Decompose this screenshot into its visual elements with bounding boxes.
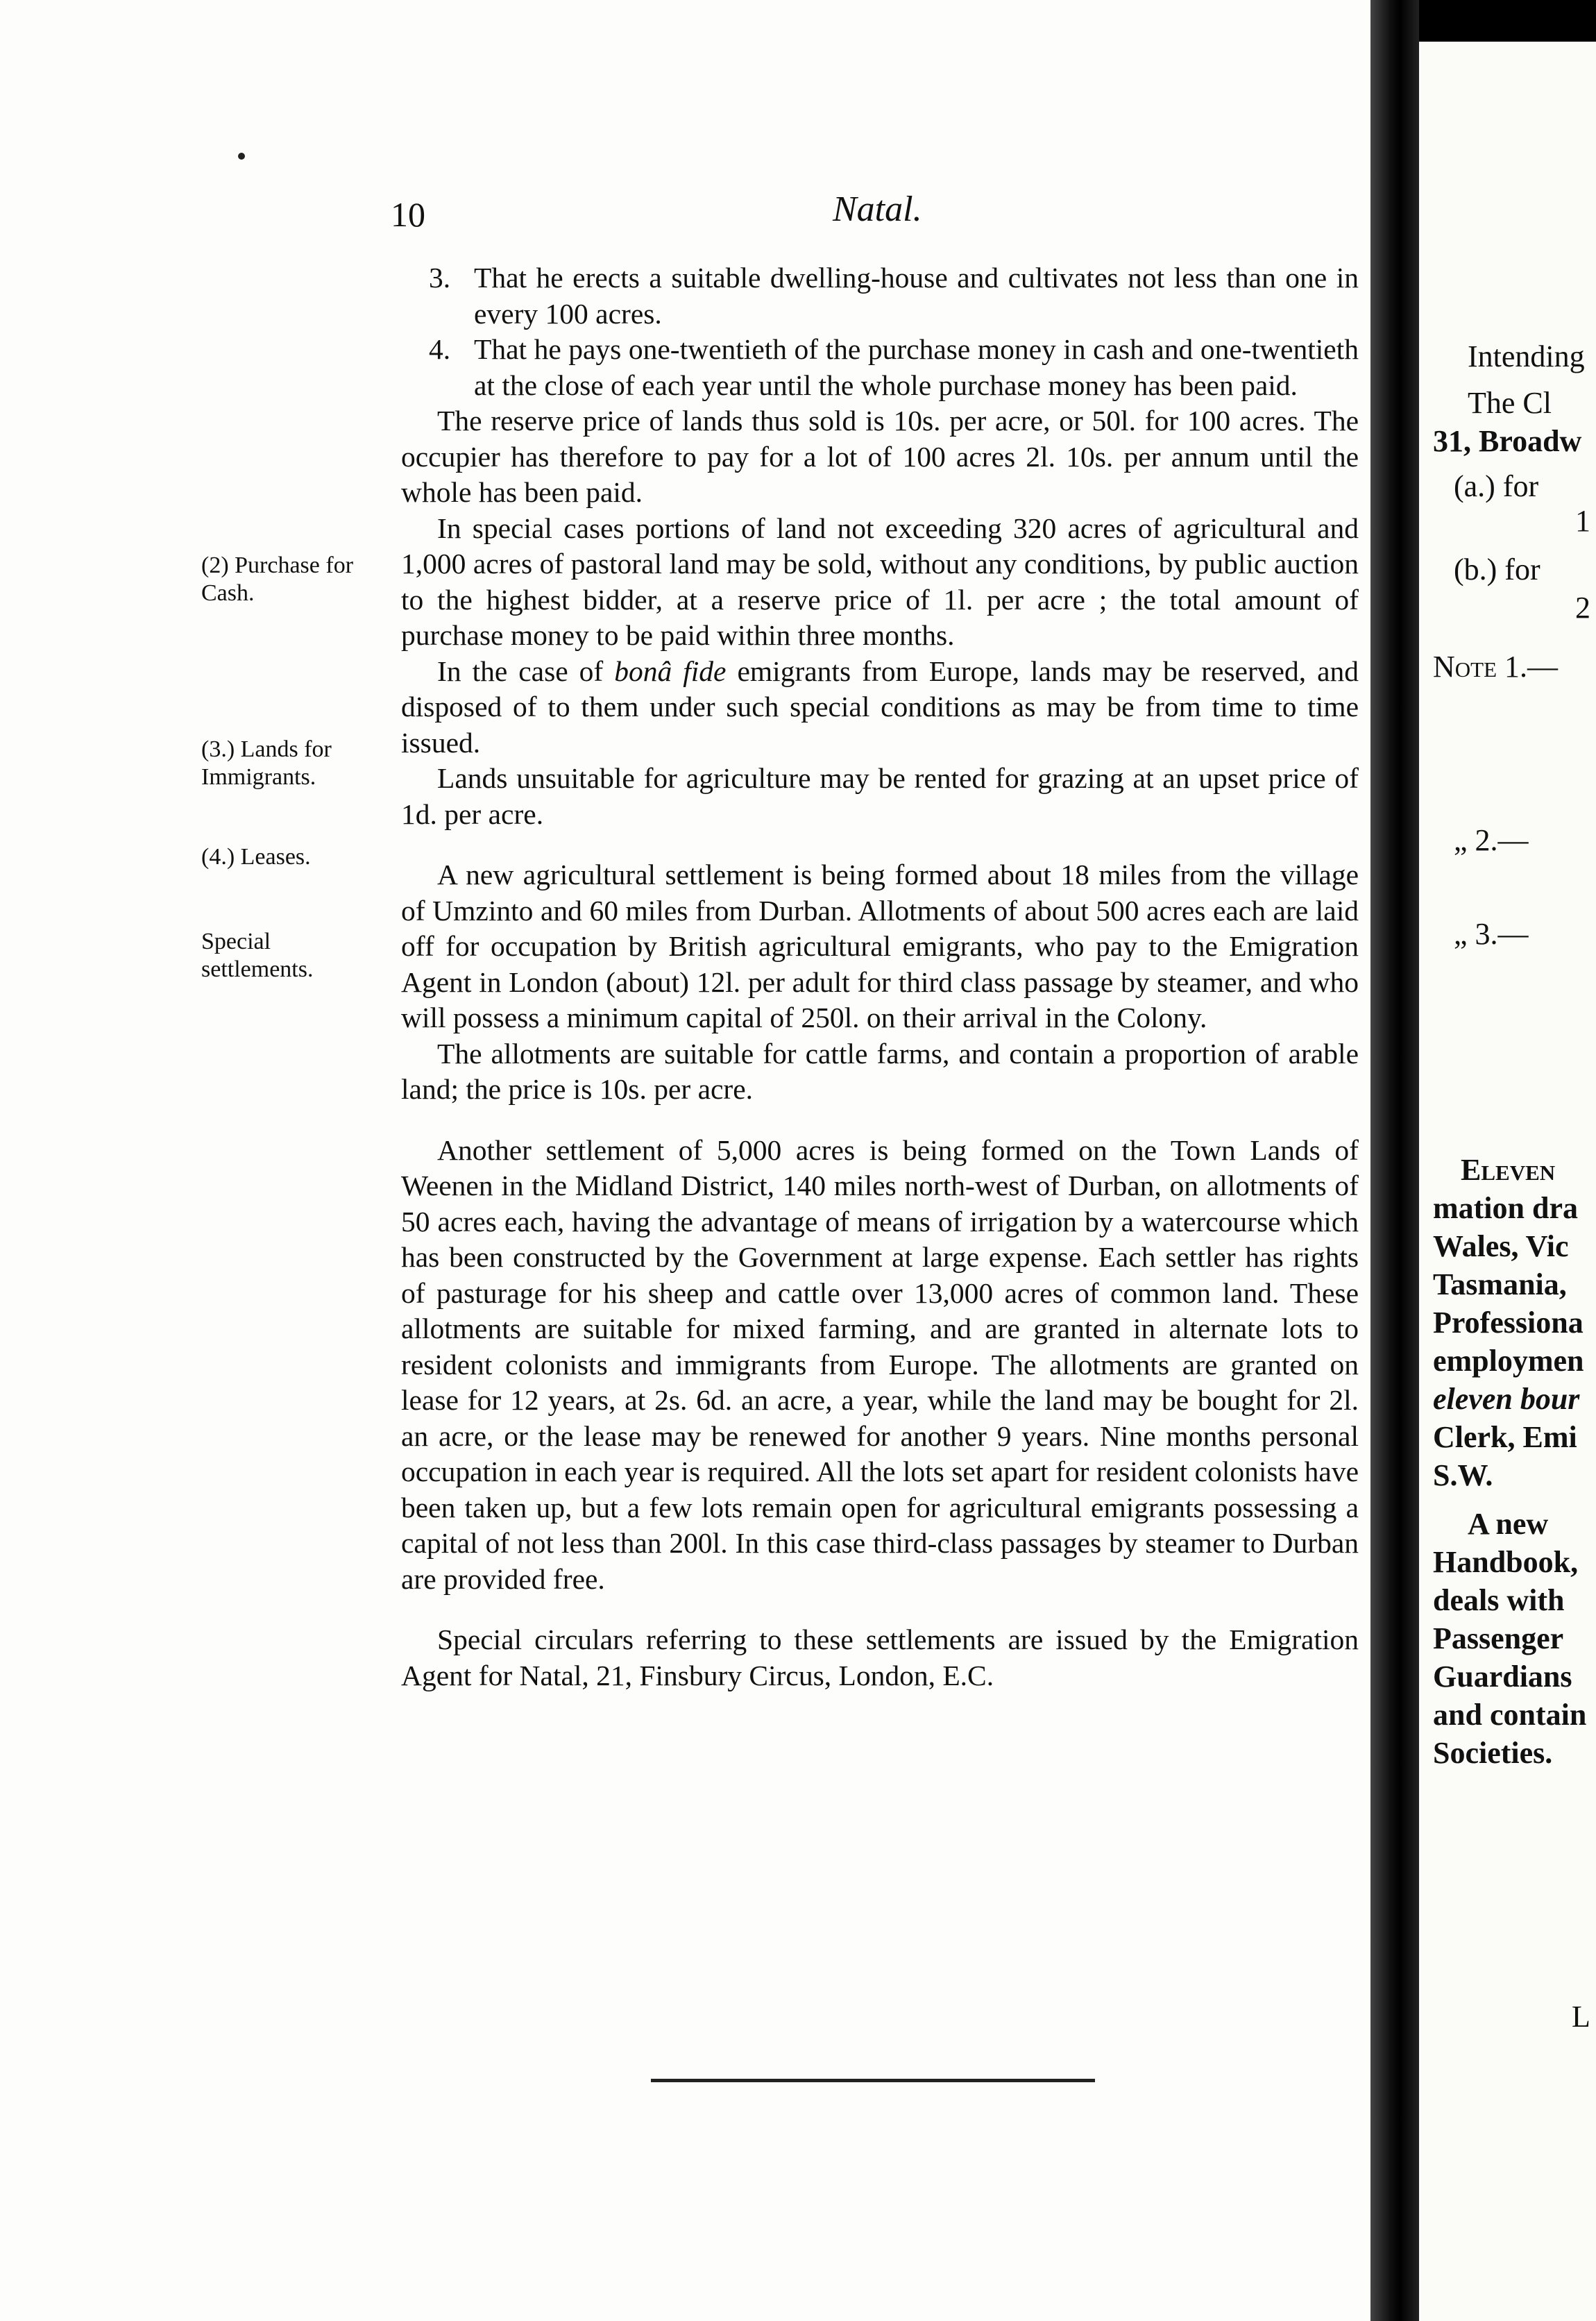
right-line: deals with <box>1433 1583 1565 1617</box>
right-line: Clerk, Emi <box>1433 1420 1577 1454</box>
right-line: (a.) for <box>1454 469 1539 503</box>
right-line: Handbook, <box>1433 1545 1579 1579</box>
paragraph-purchase-cash: In special cases portions of land not exceeding 320 acres of agricultural and 1,000 acres of pastoral land may be sold, without any conditions, by public auction to the highest bidder, at a reserve price of 1l. per acre ; the total amount of purchase money to be paid within three months. <box>401 512 1359 651</box>
right-page <box>1419 42 1596 2321</box>
right-line: Tasmania, <box>1433 1267 1567 1301</box>
running-head: Natal. <box>833 189 922 229</box>
right-line: Wales, Vic <box>1433 1229 1569 1263</box>
paragraph-allotments: The allotments are suitable for cattle farms, and contain a proportion of arable land; the price is 10s. per acre. <box>401 1037 1359 1105</box>
right-line: Professiona <box>1433 1306 1584 1340</box>
right-line: and contain <box>1433 1698 1587 1732</box>
right-line: (b.) for <box>1454 552 1540 586</box>
right-line: Note 1.— <box>1433 650 1559 684</box>
right-line: eleven bour <box>1433 1382 1580 1416</box>
paragraph-circulars: Special circulars referring to these settlements are issued by the Emigration Agent for Natal, 21, Finsbury Circus, London, E.C. <box>401 1623 1359 1691</box>
paragraph-weenen: Another settlement of 5,000 acres is being formed on the Town Lands of Weenen in the Midland District, 140 miles north-west of Durban, on allotments of 50 acres each, having the advantage of means of irrigation by a watercourse which has been constructed by the Government at large expense. Each settler has rights of pasturage for his sheep and cattle over 13,000 acres of common land. These allotments are suitable for mixed farming, and are granted in alternate lots to resident colonists and immigrants from Europe. The allotments are granted on lease for 12 years, at 2s. 6d. an acre, a year, while the land may be bought for 2l. an acre, or the lease may be renewed for another 9 years. Nine months personal occupation in each year is required. All the lots set apart for resident colonists have been taken up, but a few lots remain open for agricultural emigrants possessing a capital of not less than 200l. In this case third-class passages by steamer to Durban are provided free. <box>401 1133 1359 1595</box>
list-item: 3. That he erects a suitable dwelling-house and cultivates not less than one in every 100 acres. <box>429 262 1359 330</box>
right-line: 1 <box>1575 504 1590 538</box>
sidenote-special-settlements: Special settlements. <box>201 929 314 982</box>
right-line: L <box>1572 2000 1590 2034</box>
right-line: Intending <box>1468 339 1585 373</box>
paragraph-leases: Lands unsuitable for agriculture may be rented for grazing at an upset price of 1d. per acre. <box>401 762 1359 830</box>
right-line: employmen <box>1433 1344 1584 1378</box>
right-line: Eleven <box>1461 1153 1556 1187</box>
right-line: Passenger <box>1433 1621 1564 1655</box>
page-number: 10 <box>391 195 425 234</box>
horizontal-rule <box>651 2079 1095 2082</box>
right-line: Societies. <box>1433 1736 1553 1770</box>
right-line: mation dra <box>1433 1191 1578 1225</box>
paragraph-immigrants: In the case of bonâ fide emigrants from Europe, lands may be reserved, and disposed of to them under such special conditions as may be from time to time issued. <box>401 655 1359 759</box>
sidenote-lands-immigrants: (3.) Lands for Immigrants. <box>201 736 332 790</box>
right-line: S.W. <box>1433 1458 1493 1492</box>
right-line: 31, Broadw <box>1433 424 1582 458</box>
paragraph-reserve-price: The reserve price of lands thus sold is 10s. per acre, or 50l. for 100 acres. The occupier has therefore to pay for a lot of 100 acres 2l. 10s. per annum until the whole has been paid. <box>401 405 1359 508</box>
sidenote-leases: (4.) Leases. <box>201 844 311 870</box>
right-line: The Cl <box>1468 386 1552 420</box>
body-text <box>401 260 1359 1694</box>
page-gutter <box>1370 0 1419 2321</box>
right-line: Guardians <box>1433 1660 1572 1694</box>
ink-speck <box>238 153 245 160</box>
right-line: „ 2.— <box>1454 823 1529 857</box>
sidenote-purchase-cash: (2) Purchase for Cash. <box>201 552 354 606</box>
list-item: 4. That he pays one-twentieth of the purchase money in cash and one-twentieth at the close of each year until the whole purchase money has been paid. <box>429 333 1359 401</box>
right-line: A new <box>1468 1507 1549 1541</box>
right-line: 2 <box>1575 591 1590 625</box>
paragraph-special-settlement: A new agricultural settlement is being formed about 18 miles from the village of Umzinto and 60 miles from Durban. Allotments of about 500 acres each are laid off for occupation by British agricultural emigrants, who pay to the Emigration Agent in London (about) 12l. per adult for third class passage by steamer, and who will possess a minimum capital of 250l. on their arrival in the Colony. <box>401 859 1359 1033</box>
right-line: „ 3.— <box>1454 917 1529 951</box>
